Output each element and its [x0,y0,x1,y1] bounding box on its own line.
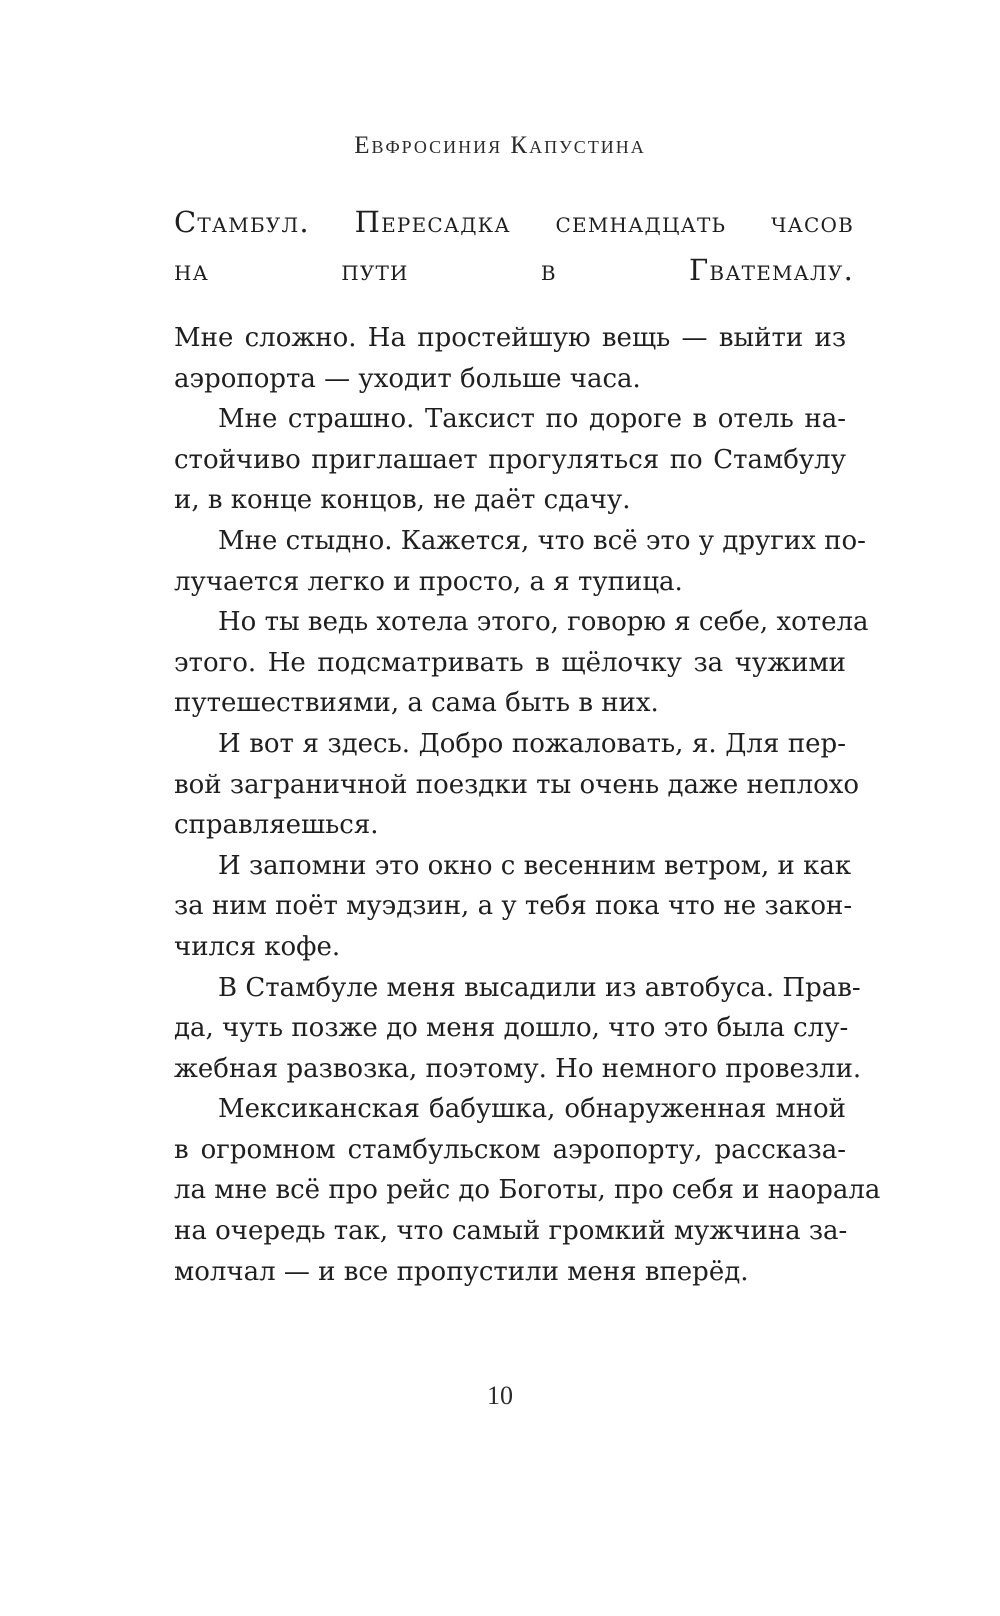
text-line: Но ты ведь хотела этого, говорю я себе, хотела [218,607,869,638]
paragraph [174,318,846,399]
paragraph [174,602,869,724]
text-line: Мексиканская бабушка, обнаруженная мной [218,1094,846,1125]
text-line: путешествиями, а сама быть в них. [174,688,659,719]
running-header-author: Евфросиния Капустина [354,132,646,159]
text-line: Мне сложно. На простейшую вещь — выйти из [174,323,846,353]
paragraph [174,724,860,846]
text-line: молчал — и все пропустили меня вперёд. [174,1256,749,1287]
text-line: стойчиво приглашает прогуляться по Стамбулу [174,444,846,475]
paragraph [174,521,866,602]
text-line: в огромном стамбульском аэропорту, рассказа- [174,1134,846,1165]
text-line: чился кофе. [174,931,341,962]
paragraph [174,1089,881,1292]
text-line: И запомни это окно с весенним ветром, и как [218,850,852,881]
text-line: за ним поёт муэдзин, а у тебя пока что не закон- [174,891,853,922]
text-line: да, чуть позже до меня дошло, что это была слу- [174,1013,849,1044]
text-line: и, в конце концов, не даёт сдачу. [174,485,631,516]
text-line: лучается легко и просто, а я тупица. [174,566,683,597]
text-line: В Стамбуле меня высадили из автобуса. Прав- [218,972,861,1003]
heading-line: Стамбул. Пересадка семнадцать часов [174,205,854,239]
page-number: 10 [487,1381,513,1410]
text-line: аэропорта — уходит больше часа. [174,363,641,394]
text-line: Мне страшно. Таксист по дороге в отель на- [218,404,846,435]
body-text [174,318,881,1292]
paragraph [174,846,853,968]
paragraph [174,399,846,521]
text-line: жебная развозка, поэтому. Но немного провезли. [174,1053,862,1084]
text-line: этого. Не подсматривать в щёлочку за чужими [174,647,846,678]
text-line: ла мне всё про рейс до Боготы, про себя и наорала [174,1175,881,1206]
text-line: И вот я здесь. Добро пожаловать, я. Для пер- [218,728,846,759]
text-line: вой заграничной поездки ты очень даже неплохо [174,769,860,800]
text-line: справляешься. [174,810,379,841]
text-line: на очередь так, что самый громкий мужчина за- [174,1216,848,1247]
chapter-heading [174,198,854,294]
text-line: Мне стыдно. Кажется, что всё это у других по- [218,525,866,556]
heading-line: на пути в Гватемалу. [174,253,854,287]
paragraph [174,968,862,1090]
